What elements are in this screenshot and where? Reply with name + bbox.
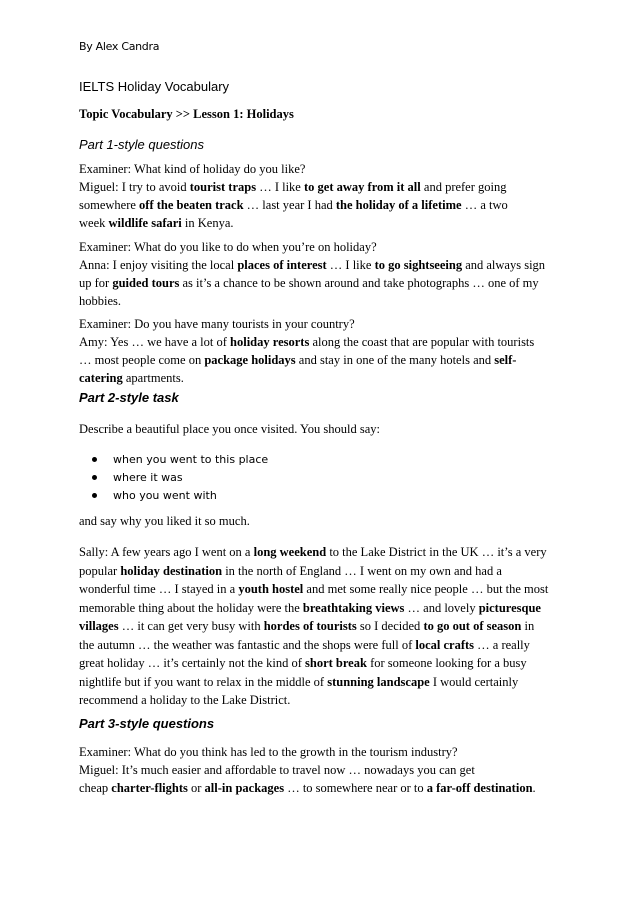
vocab-term: holiday resorts [230,335,310,349]
list-item: when you went to this place [92,450,268,468]
text-line: Examiner: What do you think has led to the growth in the tourism industry? [79,745,458,759]
text-line: week wildlife safari in Kenya. [79,216,234,230]
vocab-term: catering [79,371,123,385]
document-title: IELTS Holiday Vocabulary [79,79,230,94]
text-line: catering apartments. [79,371,184,385]
bullet-icon [92,475,97,480]
vocab-term: picturesque [478,600,541,615]
text-line: cheap charter-flights or all-in packages … to somewhere near or to a far-off destination. [79,781,536,795]
vocab-term: self- [494,353,517,367]
text-line: Anna: I enjoy visiting the local places of interest … I like to go sightseeing and always sign [79,258,546,272]
vocab-term: long weekend [253,545,327,559]
part3-question [79,743,569,797]
text-line: Miguel: It’s much easier and affordable to travel now … nowadays you can get [79,763,475,777]
vocab-term: youth hostel [238,582,304,596]
vocab-term: tourist traps [189,180,257,194]
vocab-term: package holidays [204,353,296,367]
text-line: Examiner: What do you like to do when you’re on holiday? [79,240,377,254]
part2-heading: Part 2-style task [79,390,179,405]
text-line: villages … it can get very busy with hordes of tourists so I decided to go out of season in [79,619,535,633]
text-line: popular holiday destination in the north of England … I went on my own and had a [79,563,502,578]
vocab-term: all-in packages [204,781,285,795]
text-line: Examiner: What kind of holiday do you like? [79,162,306,176]
text-line: recommend a holiday to the Lake District. [79,693,291,707]
author-line: By Alex Candra [79,40,160,53]
vocab-term: holiday destination [120,563,223,578]
part2-closing: and say why you liked it so much. [79,514,250,528]
cue-card-list [92,450,268,504]
part1-question1 [79,160,569,232]
text-line: Amy: Yes … we have a lot of holiday resorts along the coast that are popular with tourists [79,335,535,349]
part2-answer [79,543,569,710]
text-line: memorable thing about the holiday were the breathtaking views … and lovely picturesque [79,600,541,615]
vocab-term: hordes of tourists [263,619,357,633]
text-line: the autumn … the weather was fantastic and the shops were full of local crafts … a really [79,637,530,652]
vocab-term: guided tours [112,276,180,290]
bullet-icon [92,457,97,462]
text-line: … most people come on package holidays and stay in one of the many hotels and self- [79,353,517,367]
text-line: nightlife but if you want to relax in the middle of stunning landscape I would certainly [79,674,519,689]
part1-question2 [79,238,569,310]
vocab-term: short break [305,656,367,670]
vocab-term: wildlife safari [108,216,182,230]
vocab-term: to get away from it all [304,180,421,194]
vocab-term: places of interest [237,258,327,272]
vocab-term: local crafts [415,637,475,652]
part1-heading: Part 1-style questions [79,137,205,152]
text-line: hobbies. [79,294,122,308]
vocab-term: off the beaten track [139,198,244,212]
vocab-term: charter-flights [111,781,188,795]
vocab-term: breathtaking views [302,600,405,615]
vocab-term: the holiday of a lifetime [335,198,462,212]
vocab-term: to go sightseeing [374,258,463,272]
topic-heading: Topic Vocabulary >> Lesson 1: Holidays [79,107,294,121]
text-line: Miguel: I try to avoid tourist traps … I like to get away from it all and prefer going [79,180,507,194]
text-line: Sally: A few years ago I went on a long weekend to the Lake District in the UK … it’s a very [79,545,547,559]
bullet-icon [92,493,97,498]
part1-question3 [79,315,569,387]
text-line: Examiner: Do you have many tourists in your country? [79,317,355,331]
text-line: wonderful time … I stayed in a youth hostel and met some really nice people … but the most [79,582,549,596]
list-item: where it was [92,468,268,486]
vocab-term: a far-off destination [426,781,533,795]
text-line: somewhere off the beaten track … last year I had the holiday of a lifetime … a two [79,198,508,212]
part3-heading: Part 3-style questions [79,716,215,731]
part2-prompt: Describe a beautiful place you once visited. You should say: [79,422,380,436]
text-line: great holiday … it’s certainly not the kind of short break for someone looking for a busy [79,656,527,670]
text-line: up for guided tours as it’s a chance to be shown around and take photographs … one of my [79,276,539,290]
list-item: who you went with [92,486,268,504]
vocab-term: to go out of season [423,619,522,633]
vocab-term: villages [79,619,119,633]
vocab-term: stunning landscape [327,674,430,689]
